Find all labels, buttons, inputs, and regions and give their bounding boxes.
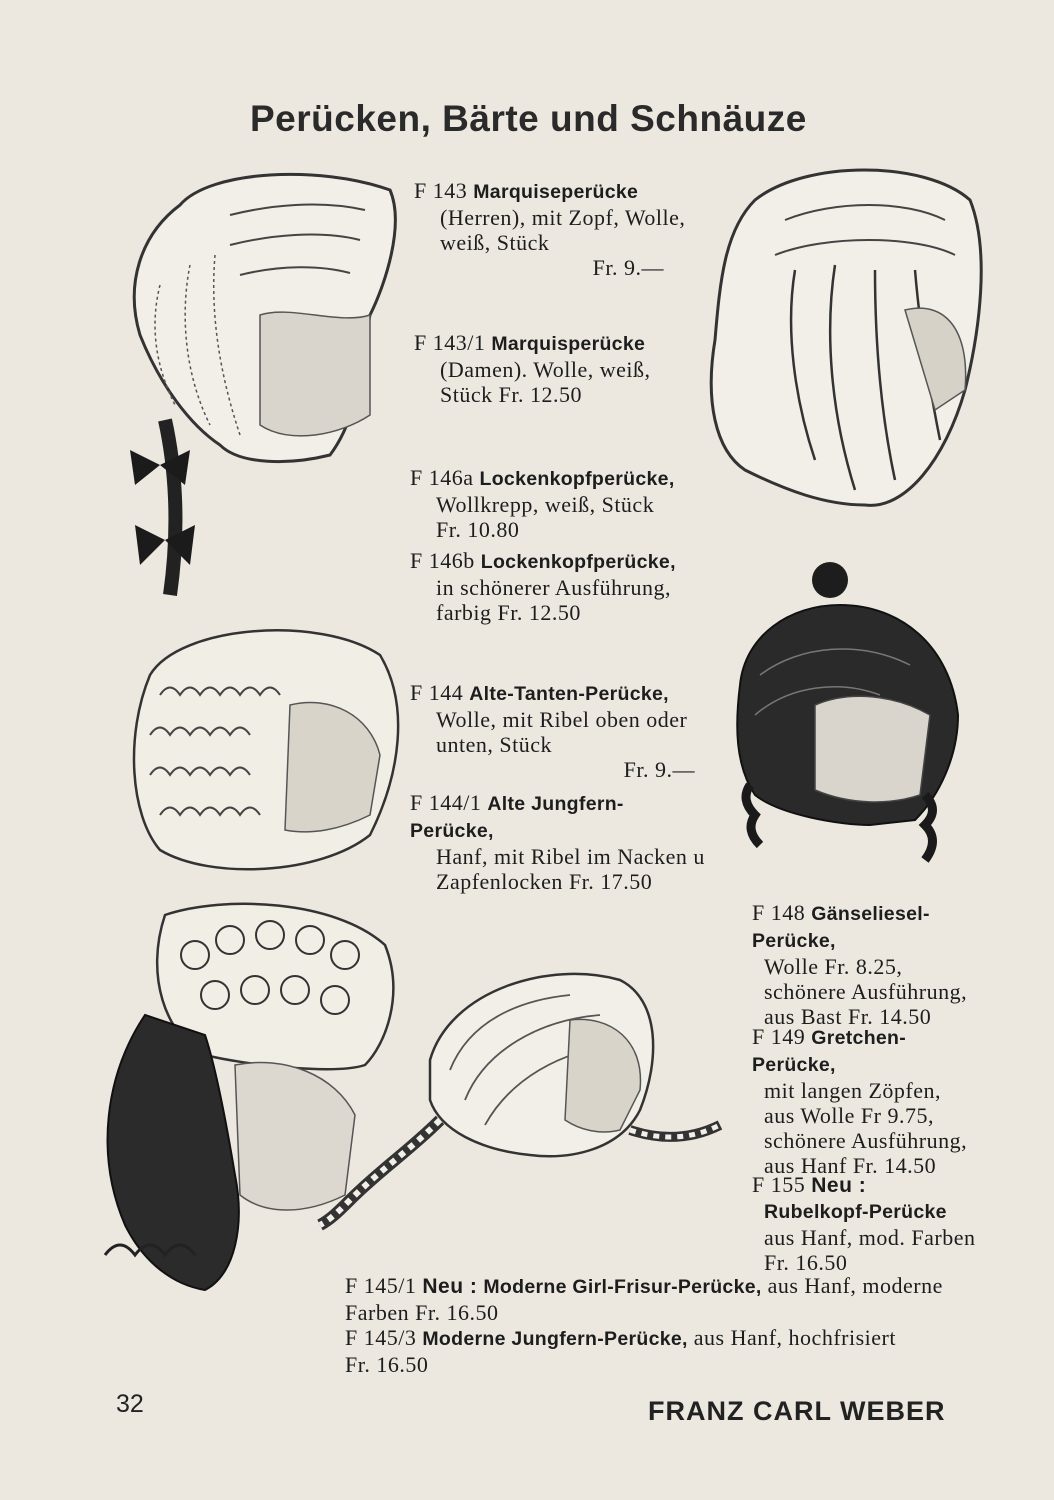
entry-name: Alte-Tanten-Perücke,	[469, 683, 669, 705]
entry-f145-3	[345, 1325, 975, 1377]
entry-name: Gretchen-Perücke,	[752, 1027, 907, 1076]
entry-code: F 144/1	[410, 790, 482, 815]
entry-f145-1	[345, 1273, 975, 1325]
entry-name: Lockenkopfperücke,	[479, 468, 675, 490]
entry-f144	[410, 680, 705, 782]
entry-code: F 146a	[410, 465, 474, 490]
marquise-wig-rolled-curls-illustration	[705, 160, 985, 520]
page-title: Perücken, Bärte und Schnäuze	[250, 98, 807, 139]
entry-price: Fr. 16.50	[415, 1300, 499, 1325]
entry-code: F 144	[410, 680, 464, 705]
entry-code: F 145/3	[345, 1325, 417, 1350]
entry-price: Fr. 12.50	[497, 600, 581, 625]
entry-f155	[752, 1172, 977, 1275]
entry-desc: aus Hanf, moderne Farben	[345, 1273, 943, 1325]
entry-desc: in schönerer Ausführung, farbig	[436, 575, 672, 625]
entry-name: Moderne Girl-Frisur-Perücke,	[483, 1276, 762, 1298]
entry-price: Fr. 14.50	[847, 1004, 932, 1029]
entry-desc: mit langen Zöpfen, aus Wolle Fr 9.75, schönere Ausführung, aus Hanf	[764, 1078, 968, 1178]
entry-desc: aus Hanf, mod. Farben	[764, 1225, 976, 1250]
entry-desc: Wolle Fr. 8.25, schönere Ausführung, aus Bast	[764, 954, 968, 1029]
entry-desc: Wolle, mit Ribel oben oder unten, Stück	[436, 707, 688, 757]
entry-code: F 148	[752, 900, 806, 925]
entry-price: Fr. 12.50	[498, 382, 582, 407]
entry-code: F 143/1	[414, 330, 486, 355]
entry-desc: (Damen). Wolle, weiß, Stück	[440, 357, 651, 407]
entry-name: Gänseliesel-Perücke,	[752, 903, 930, 952]
entry-desc: aus Hanf, hochfrisiert	[693, 1325, 896, 1350]
entry-code: F 145/1	[345, 1273, 417, 1298]
entry-f146a	[410, 465, 705, 542]
dark-wig-with-bun-illustration	[720, 555, 965, 870]
page-number: 32	[116, 1390, 144, 1418]
entry-f143-1	[414, 330, 704, 407]
entry-f143	[414, 178, 704, 280]
entry-f148	[752, 900, 977, 1029]
entry-code: F 149	[752, 1024, 806, 1049]
entry-name: Moderne Jungfern-Perücke,	[422, 1328, 688, 1350]
entry-price: Fr. 10.80	[436, 517, 520, 542]
neu-badge: Neu :	[811, 1174, 867, 1197]
entry-price: Fr. 9.—	[592, 255, 664, 280]
entry-price: Fr. 17.50	[568, 869, 653, 894]
entry-name: Marquiseperücke	[473, 181, 639, 203]
entry-name: Marquisperücke	[491, 333, 646, 355]
entry-f144-1	[410, 790, 705, 894]
entry-desc: Hanf, mit Ribel im Nacken u Zapfenlocken	[436, 844, 705, 894]
braided-wig-illustration	[300, 960, 750, 1260]
brand-name: FRANZ CARL WEBER	[648, 1396, 946, 1426]
entry-desc: (Herren), mit Zopf, Wolle, weiß, Stück	[440, 205, 686, 255]
neu-badge: Neu :	[422, 1275, 478, 1298]
curly-wig-white-illustration	[120, 615, 410, 885]
entry-name: Rubelkopf-Perücke	[764, 1201, 947, 1223]
entry-name: Alte Jungfern-Perücke,	[410, 793, 624, 842]
marquise-wig-with-bows-illustration	[120, 165, 410, 615]
entry-desc: Wollkrepp, weiß, Stück	[436, 492, 655, 517]
entry-name: Lockenkopfperücke,	[480, 551, 676, 573]
entry-price: Fr. 9.—	[623, 757, 695, 782]
entry-f149	[752, 1024, 977, 1178]
entry-price: Fr. 16.50	[345, 1352, 429, 1377]
entry-code: F 143	[414, 178, 468, 203]
entry-code: F 155	[752, 1172, 806, 1197]
entry-price: Fr. 14.50	[852, 1153, 937, 1178]
entry-code: F 146b	[410, 548, 475, 573]
entry-f146b	[410, 548, 705, 625]
entry-price: Fr. 16.50	[764, 1250, 848, 1275]
